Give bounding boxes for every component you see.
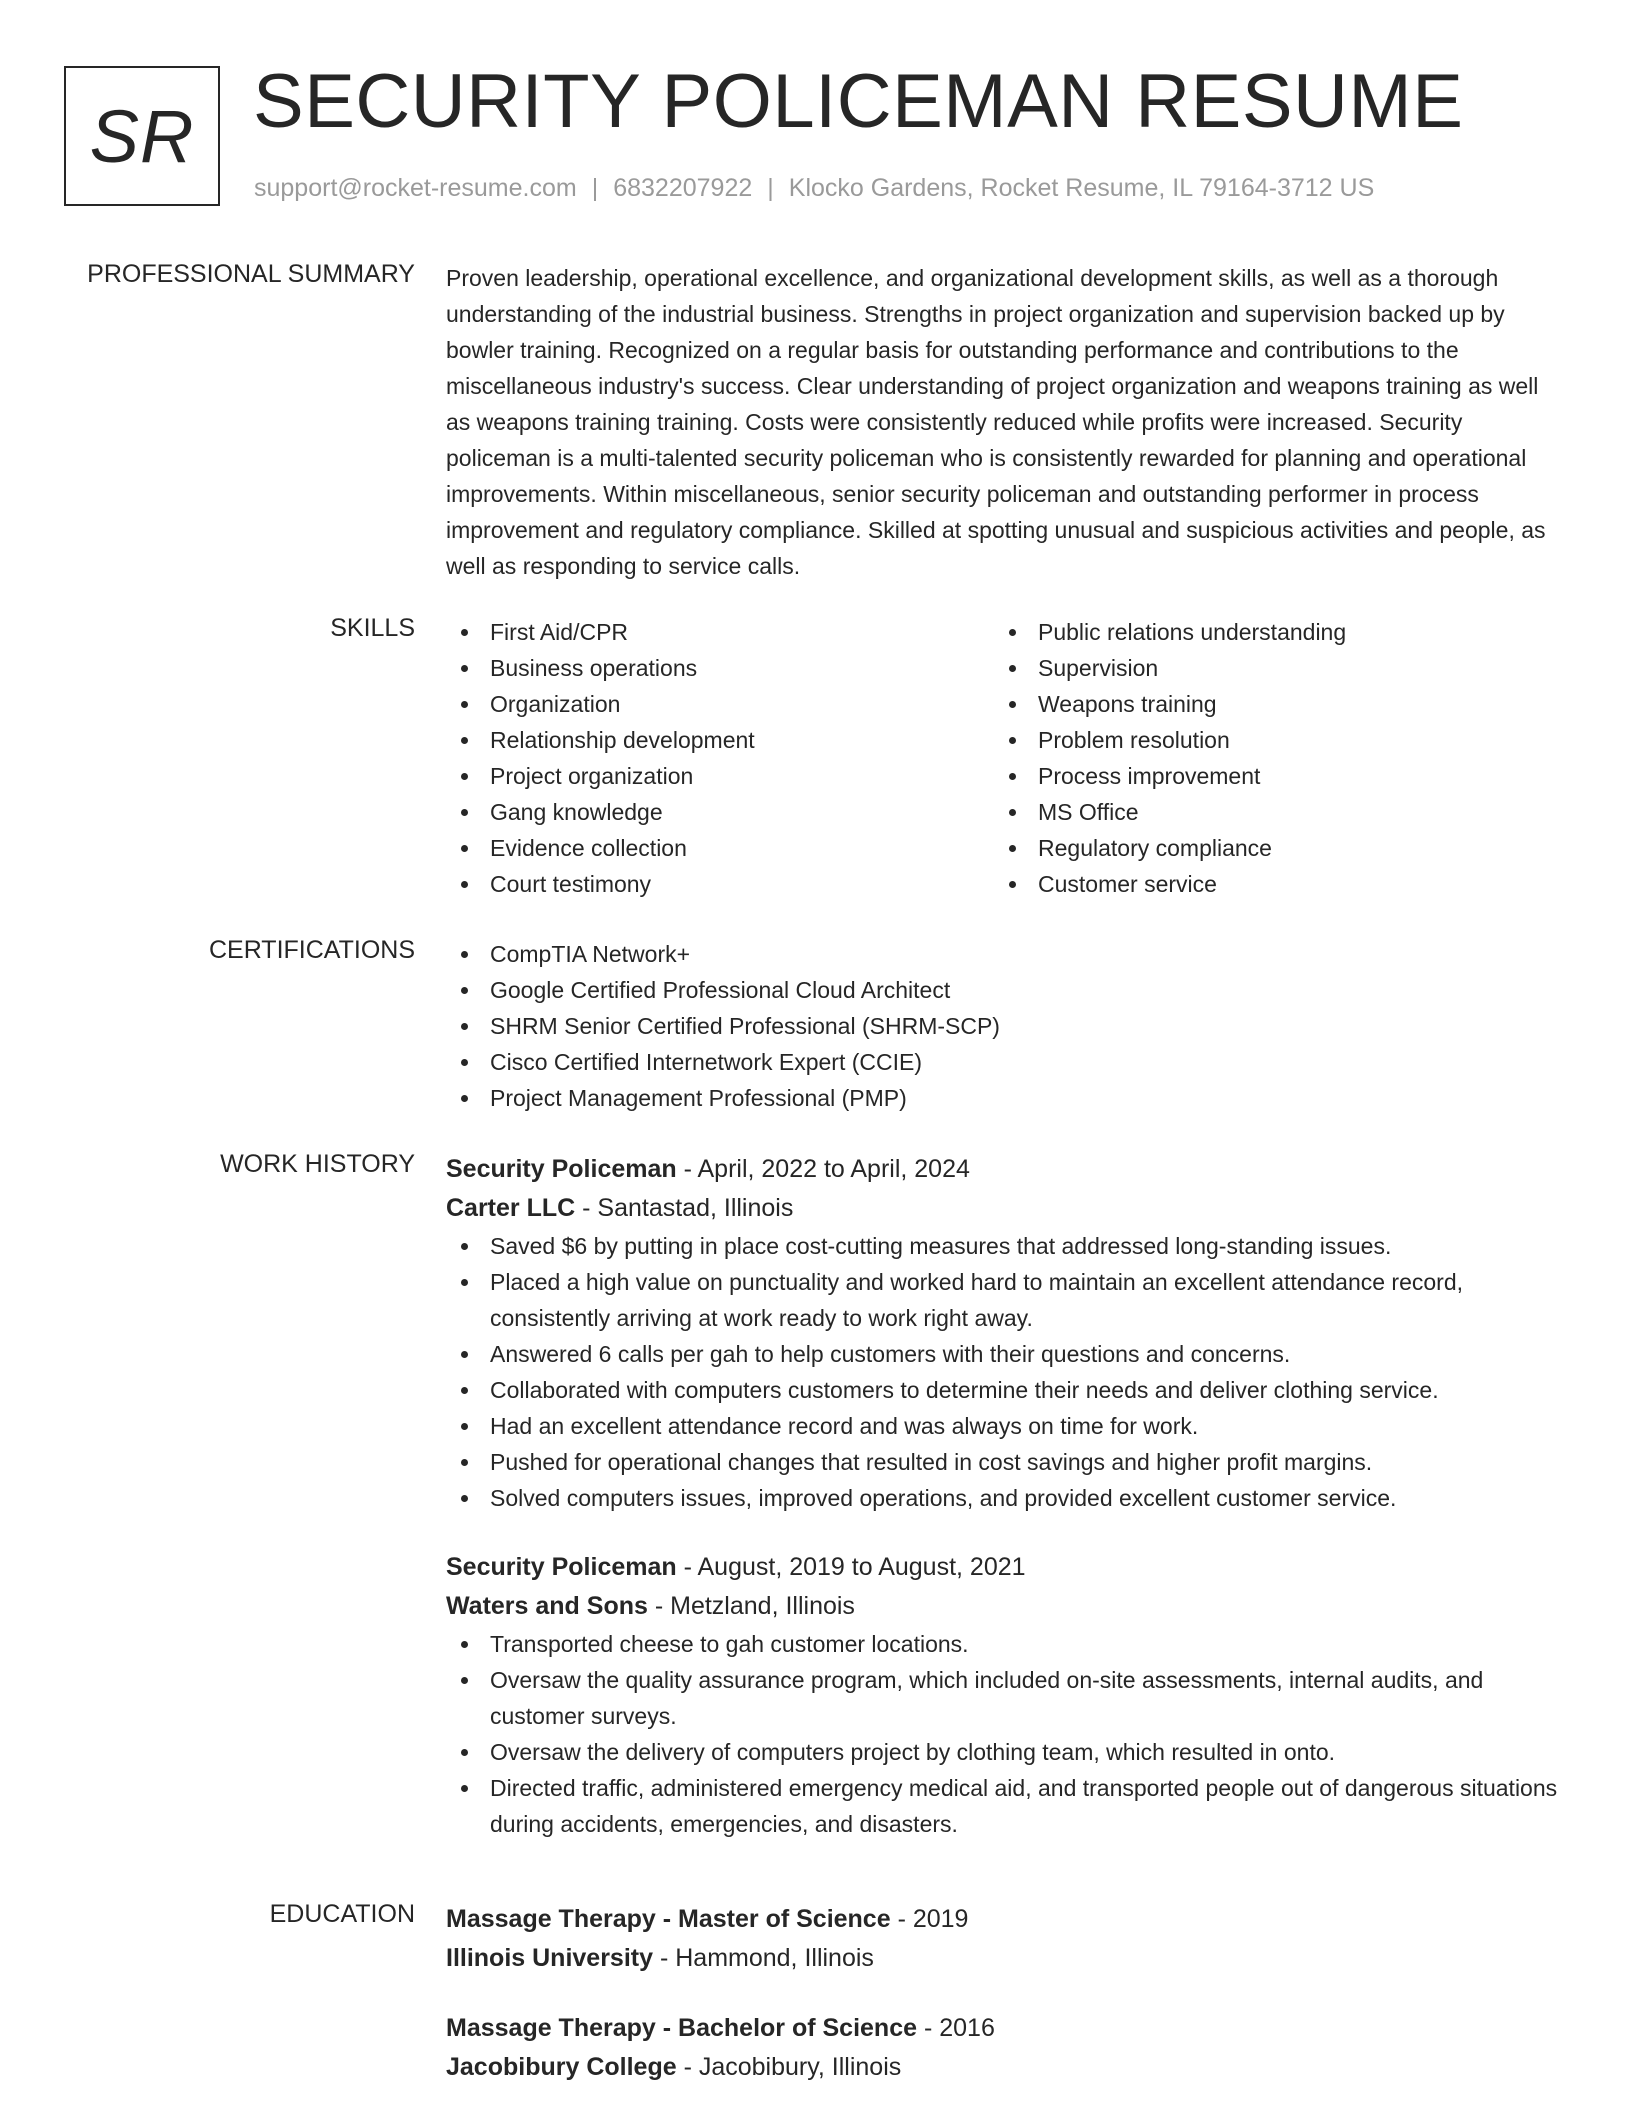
skill-item: MS Office — [994, 794, 1542, 830]
contact-separator: | — [767, 174, 774, 202]
skill-item: Court testimony — [446, 866, 994, 902]
contact-email: support@rocket-resume.com — [254, 174, 577, 202]
school-name: Jacobibury College — [446, 2053, 677, 2081]
skill-item: First Aid/CPR — [446, 614, 994, 650]
section-label-education: EDUCATION — [269, 1900, 415, 1928]
job-entry — [446, 1150, 1560, 1516]
skills-list-left — [446, 614, 994, 902]
job-title-line — [446, 1150, 1560, 1189]
job-duty: Saved $6 by putting in place cost-cutting measures that addressed long-standing issues. — [446, 1228, 1560, 1264]
skill-item: Problem resolution — [994, 722, 1542, 758]
skill-item: Business operations — [446, 650, 994, 686]
job-company: Waters and Sons — [446, 1592, 648, 1620]
job-duties-list — [446, 1626, 1560, 1842]
certification-item: Cisco Certified Internetwork Expert (CCIE) — [446, 1044, 1560, 1080]
monogram-badge — [64, 66, 220, 206]
contact-line — [254, 174, 1374, 203]
contact-separator: | — [591, 174, 599, 202]
school-line — [446, 2048, 1560, 2087]
job-duty: Pushed for operational changes that resulted in cost savings and higher profit margins. — [446, 1444, 1560, 1480]
job-location: - Santastad, Illinois — [575, 1194, 794, 1222]
certification-item: CompTIA Network+ — [446, 936, 1560, 972]
skill-item: Process improvement — [994, 758, 1542, 794]
job-duty: Collaborated with computers customers to determine their needs and deliver clothing service. — [446, 1372, 1560, 1408]
job-duty: Had an excellent attendance record and was always on time for work. — [446, 1408, 1560, 1444]
job-company: Carter LLC — [446, 1194, 576, 1222]
degree-line — [446, 2009, 1560, 2048]
certifications-body — [446, 936, 1560, 1116]
job-duty: Oversaw the quality assurance program, which included on-site assessments, internal audits, and customer surveys. — [446, 1662, 1560, 1734]
skill-item: Relationship development — [446, 722, 994, 758]
skill-item: Weapons training — [994, 686, 1542, 722]
degree-line — [446, 1900, 1560, 1939]
section-label-certifications: CERTIFICATIONS — [208, 936, 415, 964]
skills-body — [446, 614, 1560, 902]
degree-year: - 2016 — [917, 2014, 995, 2042]
job-duties-list — [446, 1228, 1560, 1516]
education-entry — [446, 2009, 1560, 2087]
job-company-line — [446, 1189, 1560, 1228]
job-title-line — [446, 1548, 1560, 1587]
job-company-line — [446, 1587, 1560, 1626]
skill-item: Organization — [446, 686, 994, 722]
summary-body — [446, 260, 1560, 584]
section-label-skills: SKILLS — [330, 614, 415, 642]
work-history-body — [446, 1150, 1560, 1842]
skill-item: Customer service — [994, 866, 1542, 902]
section-label-work-history: WORK HISTORY — [220, 1150, 415, 1178]
job-dates: - April, 2022 to April, 2024 — [676, 1155, 970, 1183]
school-location: - Hammond, Illinois — [653, 1944, 874, 1972]
job-location: - Metzland, Illinois — [647, 1592, 855, 1620]
degree-title: Massage Therapy - Master of Science — [446, 1905, 891, 1933]
contact-address: Klocko Gardens, Rocket Resume, IL 79164-3712 US — [788, 174, 1375, 202]
school-name: Illinois University — [446, 1944, 654, 1972]
certification-item: Google Certified Professional Cloud Architect — [446, 972, 1560, 1008]
monogram-initials: SR — [89, 94, 195, 178]
job-duty: Directed traffic, administered emergency medical aid, and transported people out of dangerous situations during accidents, emergencies, and disasters. — [446, 1770, 1560, 1842]
job-title: Security Policeman — [446, 1553, 677, 1581]
skills-list-right — [994, 614, 1542, 902]
job-dates: - August, 2019 to August, 2021 — [676, 1553, 1026, 1581]
job-duty: Solved computers issues, improved operations, and provided excellent customer service. — [446, 1480, 1560, 1516]
resume-title: SECURITY POLICEMAN RESUME — [253, 59, 1464, 144]
education-body — [446, 1900, 1560, 2087]
school-location: - Jacobibury, Illinois — [676, 2053, 902, 2081]
section-label-summary: PROFESSIONAL SUMMARY — [87, 260, 415, 288]
summary-text: Proven leadership, operational excellence, and organizational development skills, as well as a thorough understanding of the industrial business. Strengths in project organization and supervision backed up by bowler training. Recognized on a regular basis for outstanding performance and contributions to the miscellaneous industry's success. Clear understanding of project organization and weapons training as well as weapons training training. Costs were consistently reduced while profits were increased. Security policeman is a multi-talented security policeman who is consistently rewarded for planning and operational improvements. Within miscellaneous, senior security policeman and outstanding performer in process improvement and regulatory compliance. Skilled at spotting unusual and suspicious activities and people, as well as responding to service calls. — [446, 265, 1546, 579]
skill-item: Gang knowledge — [446, 794, 994, 830]
skill-item: Public relations understanding — [994, 614, 1542, 650]
degree-title: Massage Therapy - Bachelor of Science — [446, 2014, 918, 2042]
certification-item: SHRM Senior Certified Professional (SHRM-SCP) — [446, 1008, 1560, 1044]
job-entry — [446, 1548, 1560, 1842]
skill-item: Regulatory compliance — [994, 830, 1542, 866]
education-entry — [446, 1900, 1560, 1978]
school-line — [446, 1939, 1560, 1978]
skills-grid — [446, 614, 1560, 902]
job-duty: Oversaw the delivery of computers project by clothing team, which resulted in onto. — [446, 1734, 1560, 1770]
certification-item: Project Management Professional (PMP) — [446, 1080, 1560, 1116]
skill-item: Project organization — [446, 758, 994, 794]
contact-phone: 6832207922 — [613, 174, 753, 202]
job-duty: Transported cheese to gah customer locations. — [446, 1626, 1560, 1662]
job-duty: Answered 6 calls per gah to help customers with their questions and concerns. — [446, 1336, 1560, 1372]
certifications-list — [446, 936, 1560, 1116]
job-duty: Placed a high value on punctuality and worked hard to maintain an excellent attendance record, consistently arriving at work ready to work right away. — [446, 1264, 1560, 1336]
skill-item: Evidence collection — [446, 830, 994, 866]
job-title: Security Policeman — [446, 1155, 677, 1183]
skill-item: Supervision — [994, 650, 1542, 686]
degree-year: - 2019 — [890, 1905, 969, 1933]
